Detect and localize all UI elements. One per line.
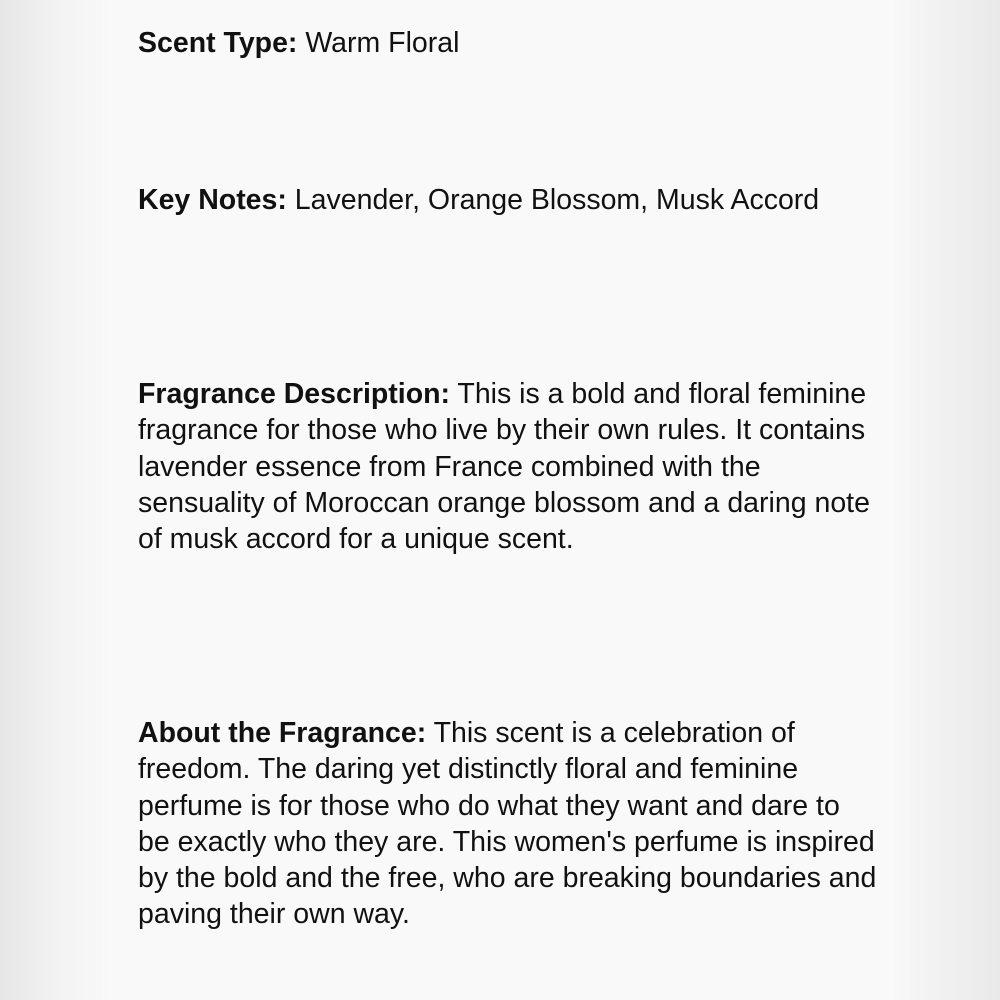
fragrance-description-section <box>138 376 878 557</box>
scent-type-section <box>138 25 878 61</box>
about-fragrance-section <box>138 715 878 933</box>
key-notes-value: Lavender, Orange Blossom, Musk Accord <box>294 184 820 216</box>
about-fragrance-label: About the Fragrance: <box>138 717 427 749</box>
scent-type-label: Scent Type: <box>138 27 298 59</box>
key-notes-section <box>138 182 878 218</box>
fragrance-description-label: Fragrance Description: <box>138 378 450 410</box>
about-fragrance-text: This scent is a celebration of freedom. The daring yet distinctly floral and feminine perfume is for those who do what they want and dare to be exactly who they are. This women's perfume is inspired by the bold and the free, who are breaking boundaries and paving their own way. <box>138 717 877 931</box>
scent-type-value: Warm Floral <box>305 27 460 59</box>
key-notes-label: Key Notes: <box>138 184 287 216</box>
fragrance-description-text: This is a bold and floral feminine fragrance for those who live by their own rules. It contains lavender essence from France combined with the sensuality of Moroccan orange blossom and a daring note of musk accord for a unique scent. <box>138 378 870 556</box>
